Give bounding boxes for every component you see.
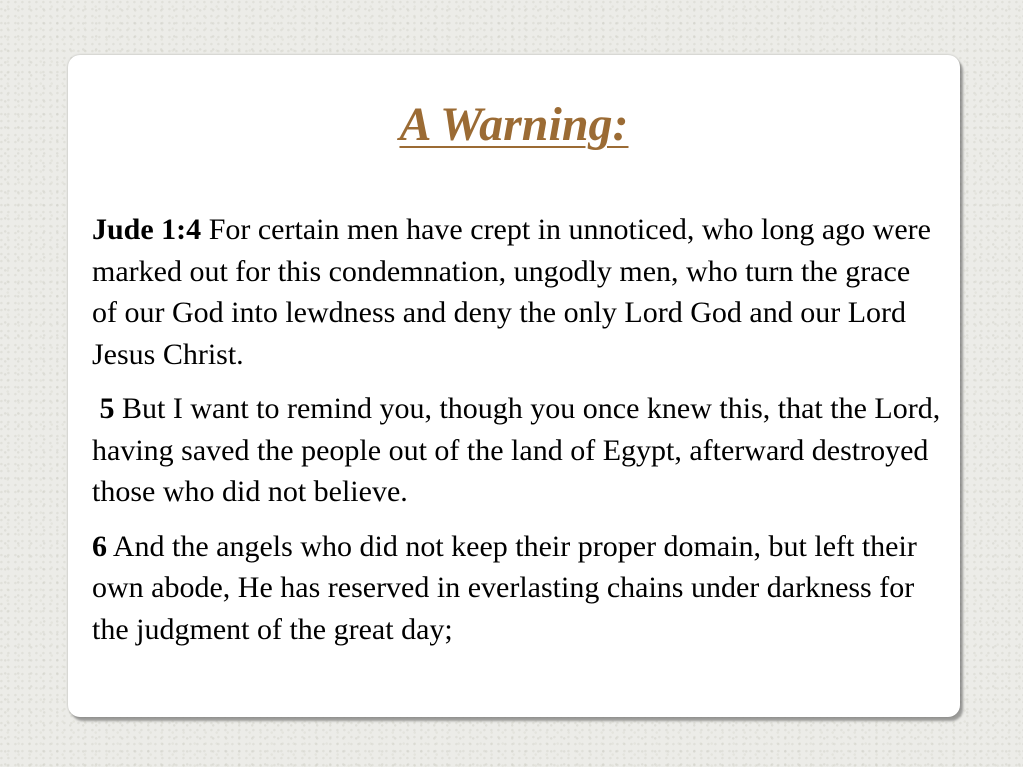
verse-reference: Jude 1:4	[92, 213, 202, 246]
verse-reference: 6	[92, 529, 107, 563]
verse-reference: 5	[99, 392, 115, 425]
verse-text: For certain men have crept in unnoticed, who long ago were marked out for this condemnation, ungodly men, who turn the grace of our God into lewdness and deny the only Lord God and our Lord Jesus Christ.	[92, 213, 931, 371]
verse-text: But I want to remind you, though you once knew this, that the Lord, having saved the people out of the land of Egypt, afterward destroyed those who did not believe.	[92, 392, 941, 508]
verse-jude-1-4	[92, 209, 942, 375]
verse-6	[92, 526, 942, 651]
verse-5	[92, 388, 942, 513]
slide-title-text: A Warning:	[399, 98, 629, 151]
slide-card	[68, 55, 960, 717]
verse-text: And the angels who did not keep their proper domain, but left their own abode, He has reserved in everlasting chains under darkness for the judgment of the great day;	[92, 529, 917, 646]
slide-title	[68, 97, 960, 153]
scripture-passage	[92, 209, 942, 663]
